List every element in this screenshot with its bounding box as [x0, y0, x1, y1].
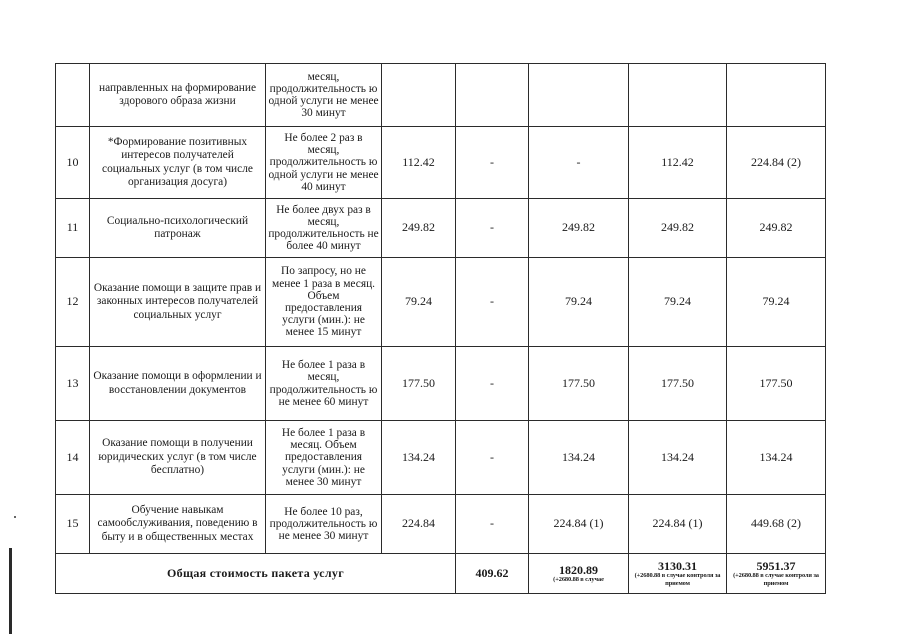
- service-frequency: По запросу, но не менее 1 раза в месяц. Объем предоставления услуги (мин.): не менее 15 минут: [266, 258, 382, 347]
- row-number: 11: [56, 199, 90, 258]
- price-cell: 177.50: [629, 347, 727, 421]
- service-name: направленных на формирование здорового образа жизни: [90, 64, 266, 127]
- table-row: [56, 495, 826, 554]
- table-row: [56, 64, 826, 127]
- price-cell: 249.82: [727, 199, 826, 258]
- price-cell: 79.24: [382, 258, 456, 347]
- service-name: Оказание помощи в получении юридических услуг (в том числе бесплатно): [90, 421, 266, 495]
- service-name: Оказание помощи в защите прав и законных интересов получателей социальных услуг: [90, 258, 266, 347]
- scan-speck: [14, 516, 16, 518]
- row-number: 14: [56, 421, 90, 495]
- price-cell: 112.42: [629, 127, 727, 199]
- price-cell: 79.24: [727, 258, 826, 347]
- price-cell: 224.84 (1): [629, 495, 727, 554]
- price-cell: 249.82: [382, 199, 456, 258]
- row-number: 10: [56, 127, 90, 199]
- total-cell: 409.62: [456, 554, 529, 594]
- service-frequency: Не более 1 раза в месяц. Объем предоставления услуги (мин.): не менее 30 минут: [266, 421, 382, 495]
- price-cell: 224.84 (2): [727, 127, 826, 199]
- row-number: 12: [56, 258, 90, 347]
- price-cell: -: [456, 127, 529, 199]
- price-cell: 112.42: [382, 127, 456, 199]
- price-cell: 134.24: [382, 421, 456, 495]
- price-cell: -: [456, 199, 529, 258]
- total-row: [56, 554, 826, 594]
- price-cell: -: [456, 421, 529, 495]
- row-number: [56, 64, 90, 127]
- price-cell: [629, 64, 727, 127]
- price-cell: 449.68 (2): [727, 495, 826, 554]
- total-value: 5951.37: [756, 558, 796, 573]
- service-name: Обучение навыкам самообслуживания, поведению в быту и в общественных местах: [90, 495, 266, 554]
- price-cell: 79.24: [629, 258, 727, 347]
- service-name: *Формирование позитивных интересов получателей социальных услуг (в том числе организация досуга): [90, 127, 266, 199]
- price-cell: 134.24: [529, 421, 629, 495]
- total-note: (+2680.88 в случае: [553, 575, 604, 583]
- table-row: [56, 199, 826, 258]
- price-cell: [529, 64, 629, 127]
- price-cell: [456, 64, 529, 127]
- total-value: 3130.31: [658, 558, 697, 573]
- table-row: [56, 421, 826, 495]
- price-cell: 177.50: [529, 347, 629, 421]
- services-price-table: [55, 63, 826, 594]
- price-cell: -: [456, 495, 529, 554]
- price-cell: 249.82: [629, 199, 727, 258]
- row-number: 13: [56, 347, 90, 421]
- table-row: [56, 127, 826, 199]
- service-frequency: Не более 1 раза в месяц, продолжительность ю не менее 60 минут: [266, 347, 382, 421]
- total-value: 1820.89: [559, 562, 598, 577]
- service-frequency: Не более 10 раз, продолжительность ю не менее 30 минут: [266, 495, 382, 554]
- row-number: 15: [56, 495, 90, 554]
- scan-margin-mark: [9, 548, 12, 634]
- price-cell: -: [529, 127, 629, 199]
- service-frequency: месяц, продолжительность ю одной услуги не менее 30 минут: [266, 64, 382, 127]
- price-cell: 134.24: [727, 421, 826, 495]
- price-cell: -: [456, 258, 529, 347]
- total-cell: [727, 554, 826, 594]
- total-label: Общая стоимость пакета услуг: [56, 554, 456, 594]
- price-cell: 177.50: [382, 347, 456, 421]
- total-note: (+2680.88 в случае контроля за приемом: [733, 571, 819, 587]
- service-frequency: Не более 2 раз в месяц, продолжительность ю одной услуги не менее 40 минут: [266, 127, 382, 199]
- price-cell: [727, 64, 826, 127]
- price-cell: 134.24: [629, 421, 727, 495]
- total-cell: [629, 554, 727, 594]
- service-name: Оказание помощи в оформлении и восстановлении документов: [90, 347, 266, 421]
- price-cell: 249.82: [529, 199, 629, 258]
- price-cell: 79.24: [529, 258, 629, 347]
- table-row: [56, 347, 826, 421]
- service-name: Социально-психологический патронаж: [90, 199, 266, 258]
- total-cell: [529, 554, 629, 594]
- table-row: [56, 258, 826, 347]
- total-note: (+2680.88 в случае контроля за приемом: [634, 571, 721, 587]
- service-frequency: Не более двух раз в месяц, продолжительность не более 40 минут: [266, 199, 382, 258]
- price-cell: 224.84 (1): [529, 495, 629, 554]
- price-cell: 224.84: [382, 495, 456, 554]
- price-cell: [382, 64, 456, 127]
- price-cell: 177.50: [727, 347, 826, 421]
- price-cell: -: [456, 347, 529, 421]
